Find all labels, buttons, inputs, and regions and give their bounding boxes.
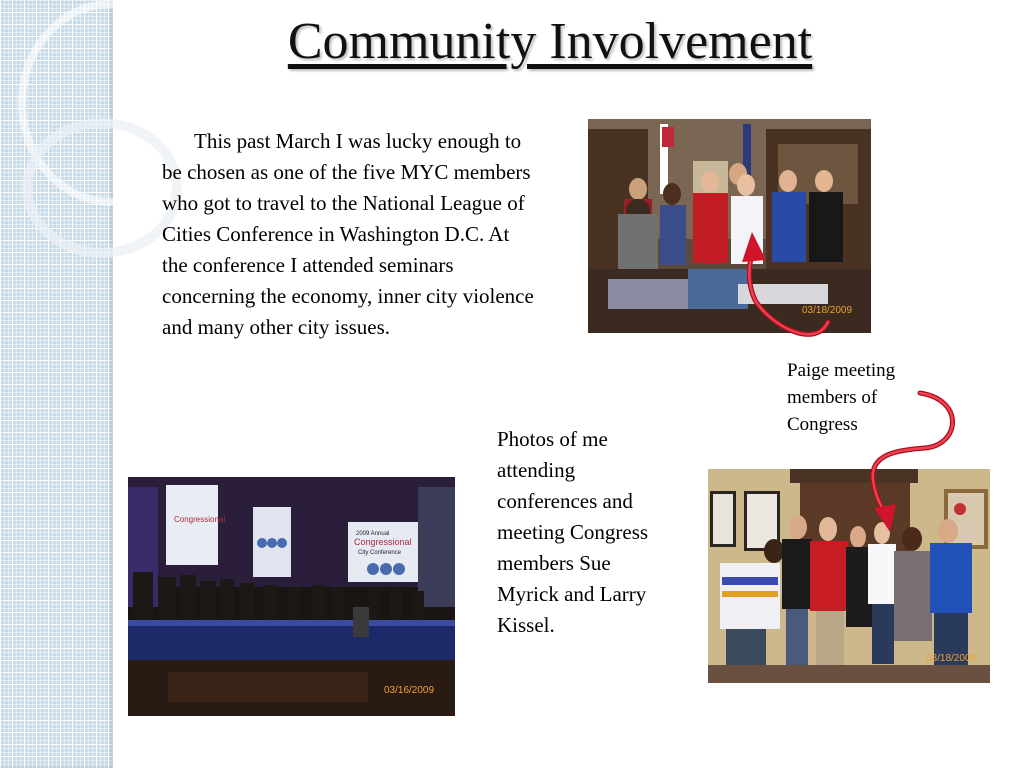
slide-title: Community Involvement xyxy=(287,13,813,70)
banner-name-right: Congressional xyxy=(354,537,412,547)
photos-caption: Photos of me attending conferences and meeting Congress members Sue Myrick and Larry Kissel. xyxy=(497,427,649,637)
conference-photo-date: 03/16/2009 xyxy=(384,685,435,696)
decorative-ring xyxy=(22,118,182,258)
decorative-side-strip xyxy=(0,0,113,768)
conference-photo xyxy=(128,477,455,716)
group-photo xyxy=(708,469,990,683)
banner-sub: City Conference xyxy=(358,550,402,556)
body-paragraph: This past March I was lucky enough to be chosen as one of the five MYC members who got to travel to the National League of Cities Conference in Washington D.C. At the conference I attended seminars concerning the economy, inner city violence and many other city issues. xyxy=(162,129,534,339)
office-photo-date: 03/18/2009 xyxy=(802,305,853,316)
banner-name-left: Congressional xyxy=(174,515,226,524)
banner-year: 2009 Annual xyxy=(356,531,390,537)
office-meeting-photo xyxy=(588,119,871,333)
group-photo-date: 03/18/2009 xyxy=(926,653,977,664)
paige-caption: Paige meeting members of Congress xyxy=(787,360,896,435)
